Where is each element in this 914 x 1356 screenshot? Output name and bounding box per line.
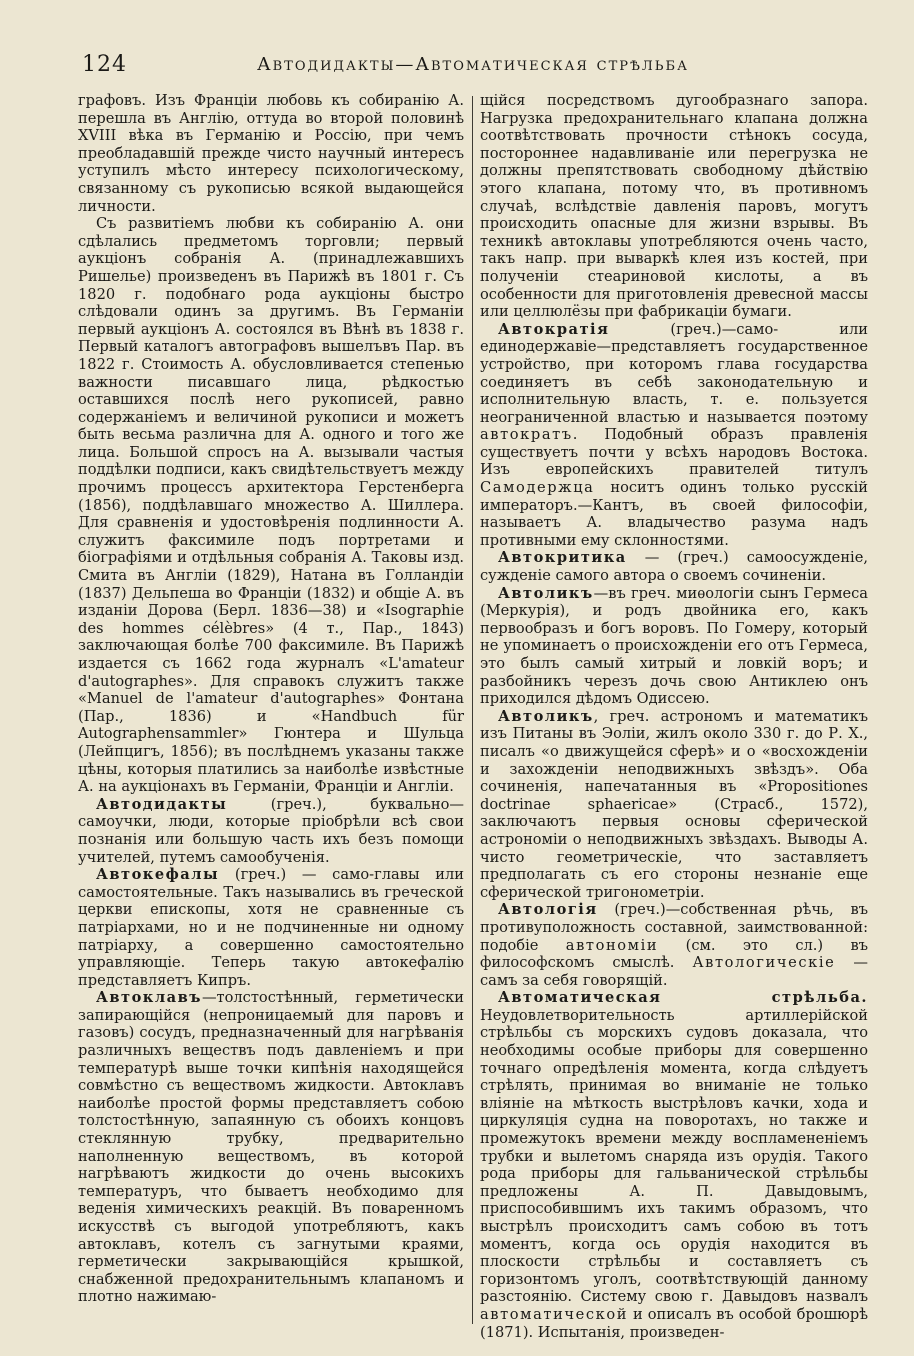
entry-text: (см. это сл.) въ философскомъ смыслѣ. <box>480 936 868 972</box>
entry-term: Автодидакты <box>96 795 228 813</box>
entry-text: (греч.)—само- или единодержавіе—представляетъ государственное устройство, при которомъ глава государства соединяетъ въ себѣ законодательную и исполнительную власть, т. е. пользуется неограниченной властью и называется поэтому <box>480 320 868 426</box>
page-header <box>82 52 874 82</box>
entry-text: . Подобный образъ правленія существуетъ почти у всѣхъ народовъ Востока. Изъ европейскихъ правителей титулъ <box>480 426 868 479</box>
entry-term: Автоликъ <box>498 707 594 725</box>
entry-avtokefaly <box>78 866 464 989</box>
entry-text: — самъ за себя говорящій. <box>480 954 868 989</box>
entry-emphasis: автономіи <box>565 936 659 954</box>
entry-term: Автокефалы <box>96 866 220 884</box>
entry-emphasis: Самодержца <box>480 479 595 497</box>
entry-text: носитъ одинъ только русскій императоръ.—Кантъ, въ своей философіи, называетъ А. владычество разума надъ противными ему склонностями. <box>480 479 868 549</box>
entry-avtolik-myth <box>480 585 868 708</box>
column-divider <box>472 96 473 1324</box>
entry-avtokritika <box>480 549 868 584</box>
entry-term: Автоматическая стрѣльба. <box>498 989 868 1007</box>
entry-avtokratia <box>480 321 868 550</box>
entry-text: (греч.)—собственная рѣчь, въ противуположность составной, заимствованной: подобіе <box>480 901 868 954</box>
entry-term: Автоликъ <box>498 584 594 602</box>
entry-avtoklav <box>78 989 464 1306</box>
paragraph-autographs-trade: Съ развитіемъ любви къ собиранію А. они сдѣлались предметомъ торговли; первый аукціонъ собранія А. (принадлежавшихъ Ришелье) произведенъ въ Парижѣ въ 1801 г. Съ 1820 г. подобнаго рода аукціоны быстро слѣдовали одинъ за другимъ. Въ Германіи первый аукціонъ А. состоялся въ Вѣнѣ въ 1838 г. Первый каталогъ автографовъ вышелъвъ Пар. въ 1822 г. Стоимость А. обусловливается степенью важности писавшаго лица, рѣдкостью оставшихся послѣ него рукописей, равно содержаніемъ и величиной рукописи и можетъ быть весьма различна для А. одного и того же лица. Большой спросъ на А. вызывали частыя поддѣлки подписи, какъ свидѣтельствуетъ между прочимъ процессъ архитектора Герстенберга (1856), поддѣлавшаго множество А. Шиллера. Для сравненія и удостовѣренія подлинности А. служитъ факсимиле подъ портретами и біографіями и отдѣльныя собранія А. Таковы изд. Смита въ Англіи (1829), Натана въ Голландіи (1837) Дельпеша во Франціи (1832) и общіе А. въ изданіи Дорова (Берл. 1836—38) и «Isographie des hommes célèbres» (4 т., Пар., 1843) заключающая болѣе 700 факсимиле. Въ Парижѣ издается съ 1662 года журналъ «L'amateur d'autographes». Для справокъ служитъ также «Manuel de l'amateur d'autographes» Фонтана (Пар., 1836) и «Handbuch für Autographensammler» Гюнтера и Шульца (Лейпцигъ, 1856); въ послѣднемъ указаны также цѣны, которыя платились за наиболѣе извѣстные А. на аукціонахъ въ Германіи, Франціи и Англіи. <box>78 215 464 796</box>
entry-text: и описалъ въ особой брошюрѣ (1871). Испытанія, произведен- <box>480 1305 868 1341</box>
entry-text: Неудовлетворительность артиллерійской стрѣльбы съ морскихъ судовъ доказала, что необходимы особые приборы для совершенно точнаго опредѣленія момента, когда слѣдуетъ стрѣлять, принимая во вниманіе не только вліяніе на мѣткость выстрѣловъ качки, хода и циркуляція судна на поворотахъ, но также и промежутокъ времени между воспламененіемъ трубки и вылетомъ снаряда изъ орудія. Такого рода приборы для гальванической стрѣльбы предложены А. П. Давыдовымъ, приспособившимъ ихъ такимъ образомъ, что выстрѣлъ происходитъ самъ собою въ тотъ моментъ, когда ось орудія находится въ плоскости стрѣльбы и составляетъ съ горизонтомъ уголъ, соотвѣтствующій данному разстоянію. Систему свою г. Давыдовъ назвалъ <box>480 1006 868 1306</box>
entry-term: Автологія <box>498 901 598 919</box>
entry-term: Автократія <box>498 320 610 338</box>
entry-term: Автоклавъ <box>96 989 202 1007</box>
entry-term: Автокритика <box>498 549 627 567</box>
entry-emphasis: Автологическіе <box>692 954 836 972</box>
entry-avtologia <box>480 901 868 989</box>
entry-text: —толстостѣнный, герметически запирающійся (непроницаемый для паровъ и газовъ) сосудъ, предназначенный для нагрѣванія различныхъ веществъ подъ давленіемъ и при температурѣ выше точки кипѣнія находящейся совмѣстно съ веществомъ жидкости. Автоклавъ наиболѣе простой формы представляетъ собою толстостѣнную, запаянную съ обоихъ концовъ стеклянную трубку, предварительно наполненную веществомъ, въ которой нагрѣваютъ жидкости до очень высокихъ температуръ, что бываетъ необходимо для веденія химическихъ реакцій. Въ поваренномъ искусствѣ съ выгодой употребляютъ, какъ автоклавъ, котелъ съ загнутыми краями, герметически закрывающійся крышкой, снабженной предохранительнымъ клапаномъ и плотно нажимаю- <box>78 989 464 1306</box>
entry-emphasis: автократъ <box>480 426 573 444</box>
entry-text: (греч.), буквально—самоучки, люди, которые пріобрѣли всѣ свои познанія или большую часть ихъ безъ помощи учителей, путемъ самообученія. <box>78 795 464 866</box>
left-column <box>78 92 464 1306</box>
right-column <box>480 92 868 1341</box>
entry-text: (греч.) — само-главы или самостоятельные. Такъ назывались въ греческой церкви епископы, хотя не сравненные съ патріархами, но и не подчиненные ни одному патріарху, а совершенно самостоятельно управляющіе. Теперь такую автокефалію представляетъ Кипръ. <box>78 866 464 989</box>
page-number: 124 <box>82 52 127 77</box>
entry-avtolik-astronomer <box>480 708 868 902</box>
entry-emphasis: автоматической <box>480 1305 629 1323</box>
entry-text: —въ греч. миѳологіи сынъ Гермеса (Меркурія), и родъ двойника его, какъ первообразъ и богъ воровъ. По Гомеру, который не упоминаетъ о происхожденіи его отъ Гермеса, это былъ самый хитрый и ловкій воръ; и разбойникъ черезъ дочь свою Антиклею онъ приходился дѣдомъ Одиссею. <box>480 584 868 708</box>
entry-avtodidakty <box>78 796 464 866</box>
paragraph-avtoklav-cont: щійся посредствомъ дугообразнаго запора. Нагрузка предохранительнаго клапана должна соотвѣтствовать прочности стѣнокъ сосуда, постороннее надавливаніе или перегрузка не должны препятствовать свободному дѣйствію этого клапана, потому что, въ противномъ случаѣ, вслѣдствіе давленія паровъ, могутъ происходить опасные для жизни взрывы. Въ техникѣ автоклавы употребляются очень часто, такъ напр. при вываркѣ клея изъ костей, при полученіи стеариновой кислоты, а въ особенности для приготовленія древесной массы или целлюлёзы при фабрикаціи бумаги. <box>480 92 868 321</box>
running-title: Автодидакты—Автоматическая стрѣльба <box>257 54 689 75</box>
entry-text: , греч. астрономъ и математикъ изъ Питаны въ Эоліи, жилъ около 330 г. до Р. Х., писалъ «о движущейся сферѣ» и о «восхожденіи и захожденіи неподвижныхъ звѣздъ». Оба сочиненія, напечатанныя въ «Propositiones doctrinae sphaericae» (Страсб., 1572), заключаютъ первыя основы сферической астрономіи о неподвижныхъ звѣздахъ. Выводы А. чисто геометрическіе, что заставляетъ предполагать съ его стороны незнаніе еще сферической тригонометріи. <box>480 707 868 901</box>
entry-text: — (греч.) самоосужденіе, сужденіе самого автора о своемъ сочиненіи. <box>480 549 868 585</box>
paragraph-autographs-end: графовъ. Изъ Франціи любовь къ собиранію А. перешла въ Англію, оттуда во второй половинѣ XVIII вѣка въ Германію и Россію, при чемъ преобладавшій прежде чисто научный интересъ уступилъ мѣсто интересу психологическому, связанному съ рукописью всякой выдающейся личности. <box>78 92 464 215</box>
entry-avtomaticheskaya-strelba <box>480 989 868 1341</box>
